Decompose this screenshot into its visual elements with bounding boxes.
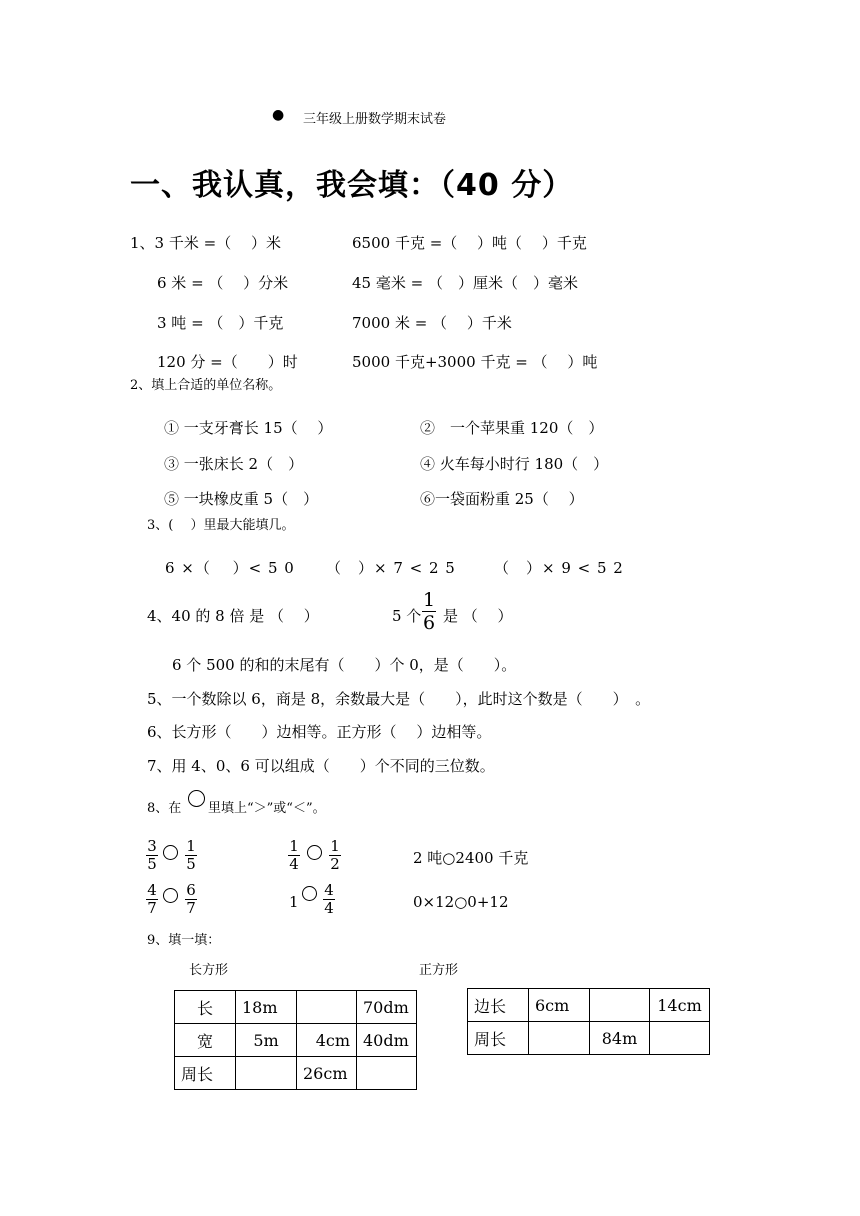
q8-fraction-4-7	[146, 882, 158, 917]
q8-fraction-1-4	[288, 838, 300, 873]
table-cell: 边长	[468, 989, 529, 1022]
q8-fraction-1-2	[329, 838, 341, 873]
q2-item-5: ⑤ 一块橡皮重 5（ ）	[164, 490, 319, 508]
table-cell: 周长	[175, 1057, 236, 1090]
bullet-icon: ●	[272, 107, 285, 123]
q2-item-6: ⑥一袋面粉重 25（ ）	[420, 490, 584, 508]
table-cell: 4cm	[297, 1024, 357, 1057]
numerator: 1	[330, 837, 340, 855]
comparison-circle-icon[interactable]	[302, 886, 317, 901]
denominator: 4	[324, 899, 334, 917]
q1-row1-right: 6500 千克 =（ ）吨（ ）千克	[352, 234, 587, 252]
table-cell[interactable]	[297, 991, 357, 1024]
q2-item-3: ③ 一张床长 2（ ）	[164, 455, 304, 473]
q3-title: 3、( ）里最大能填几。	[147, 518, 295, 533]
question-7: 7、用 4、0、6 可以组成（ ）个不同的三位数。	[147, 757, 495, 775]
q8-fraction-4-4	[323, 882, 335, 917]
denominator: 7	[147, 899, 157, 917]
q1-row2-left: 6 米 = （ ）分米	[157, 274, 289, 292]
numerator: 1	[289, 837, 299, 855]
section-title: 一、我认真，我会填：（40 分）	[130, 168, 574, 203]
table-cell: 6cm	[529, 989, 590, 1022]
q4-part-c: 6 个 500 的和的末尾有（ ）个 0，是（ ）。	[172, 656, 517, 674]
q1-row4-left: 120 分 =（ ）时	[157, 353, 298, 371]
denominator: 5	[147, 855, 157, 873]
comparison-circle-icon[interactable]	[307, 845, 322, 860]
table-cell: 长	[175, 991, 236, 1024]
table-cell: 周长	[468, 1022, 529, 1055]
q1-row3-left: 3 吨 = （ ）千克	[157, 314, 284, 332]
table-cell: 70dm	[357, 991, 417, 1024]
table-cell: 26cm	[297, 1057, 357, 1090]
q3-item-1: 6 ×（ ）< 5 0	[165, 559, 295, 577]
rectangle-table	[174, 990, 417, 1090]
denominator: 2	[330, 855, 340, 873]
table-cell[interactable]	[357, 1057, 417, 1090]
q9-title: 9、填一填：	[147, 933, 221, 948]
table-cell[interactable]	[529, 1022, 590, 1055]
comparison-circle-icon[interactable]	[163, 888, 178, 903]
q2-item-1: ① 一支牙膏长 15（ ）	[164, 419, 333, 437]
table-row	[175, 1057, 417, 1090]
rectangle-label: 长方形	[189, 963, 229, 978]
q4-fraction-numerator: 1	[422, 589, 436, 611]
denominator: 4	[289, 855, 299, 873]
denominator: 5	[186, 855, 196, 873]
q3-item-2: （ ）× 7 < 2 5	[326, 559, 456, 577]
table-row	[468, 989, 710, 1022]
table-cell: 宽	[175, 1024, 236, 1057]
table-cell: 18m	[236, 991, 297, 1024]
question-6: 6、长方形（ ）边相等。正方形（ ）边相等。	[147, 723, 492, 741]
numerator: 4	[147, 881, 157, 899]
q8-fraction-6-7	[185, 882, 197, 917]
table-cell: 84m	[590, 1022, 650, 1055]
q2-title: 2、填上合适的单位名称。	[130, 378, 282, 393]
q8-fraction-1-5	[185, 838, 197, 873]
q1-row3-right: 7000 米 = （ ）千米	[352, 314, 512, 332]
table-row	[468, 1022, 710, 1055]
q4-part-b-prefix: 5 个	[392, 607, 422, 625]
q1-row1-left: 1、3 千米 =（ ）米	[130, 234, 281, 252]
denominator: 7	[186, 899, 196, 917]
table-cell: 14cm	[650, 989, 710, 1022]
numerator: 3	[147, 837, 157, 855]
square-table	[467, 988, 710, 1055]
q1-row2-right: 45 毫米 = （ ）厘米（ ）毫米	[352, 274, 578, 292]
numerator: 4	[324, 881, 334, 899]
comparison-circle-icon	[188, 790, 205, 807]
q4-fraction	[422, 589, 436, 634]
q8-title-prefix: 8、在	[147, 801, 182, 816]
table-row	[175, 991, 417, 1024]
q8-compare-expression: 0×12○0+12	[413, 893, 509, 911]
comparison-circle-icon[interactable]	[163, 845, 178, 860]
q8-whole-number: 1	[289, 893, 299, 911]
q2-item-4: ④ 火车每小时行 180（ ）	[420, 455, 609, 473]
exam-title: 三年级上册数学期末试卷	[303, 112, 447, 127]
q1-row4-right: 5000 千克+3000 千克 = （ ）吨	[352, 353, 598, 371]
table-cell: 5m	[236, 1024, 297, 1057]
square-label: 正方形	[419, 963, 459, 978]
numerator: 1	[186, 837, 196, 855]
q8-fraction-3-5	[146, 838, 158, 873]
table-cell: 40dm	[357, 1024, 417, 1057]
table-row	[175, 1024, 417, 1057]
q4-part-b-suffix: 是 （ ）	[443, 607, 513, 625]
q4-fraction-denominator: 6	[422, 612, 436, 634]
question-5: 5、一个数除以 6，商是 8，余数最大是（ ），此时这个数是（ ） 。	[147, 690, 651, 708]
table-cell[interactable]	[650, 1022, 710, 1055]
q8-title-suffix: 里填上“＞”或“＜”。	[208, 801, 326, 816]
q4-part-a: 4、40 的 8 倍 是 （ ）	[147, 607, 319, 625]
q8-compare-weight: 2 吨○2400 千克	[413, 849, 529, 867]
numerator: 6	[186, 881, 196, 899]
q3-item-3: （ ）× 9 < 5 2	[494, 559, 624, 577]
q2-item-2: ② 一个苹果重 120（ ）	[420, 419, 604, 437]
table-cell[interactable]	[590, 989, 650, 1022]
table-cell[interactable]	[236, 1057, 297, 1090]
